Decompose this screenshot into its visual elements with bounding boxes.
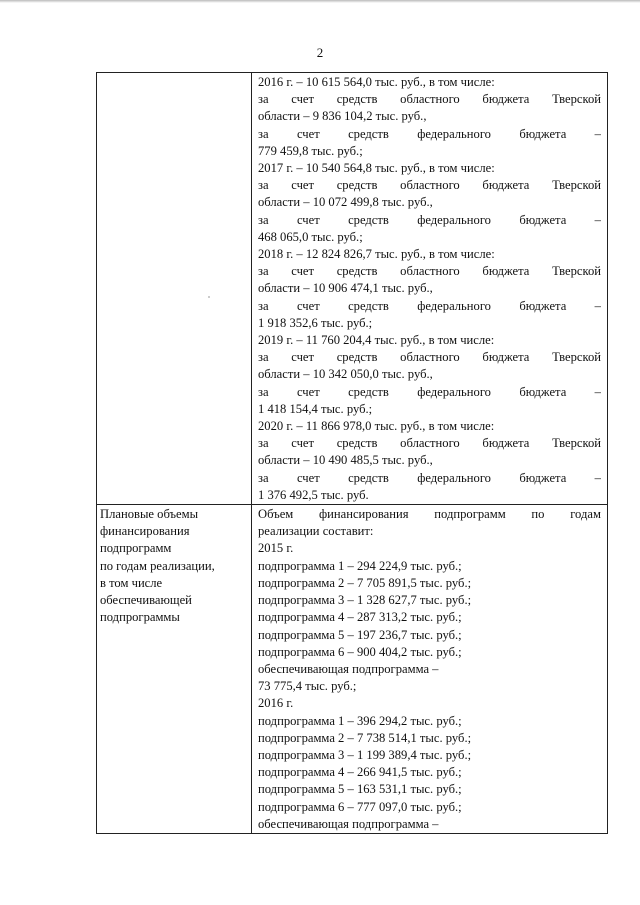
- word: Тверской: [552, 436, 601, 451]
- word: средств: [336, 436, 378, 451]
- word: за: [258, 178, 269, 193]
- row2-label-cell: [97, 505, 252, 834]
- text-line: 779 459,8 тыс. руб.;: [258, 143, 363, 158]
- text-line: области – 10 342 050,0 тыс. руб.,: [258, 367, 433, 382]
- text-line: подпрограмма 6 – 900 404,2 тыс. руб.;: [258, 644, 462, 659]
- word: Тверской: [552, 350, 601, 365]
- text-line: подпрограмма 5 – 197 236,7 тыс. руб.;: [258, 627, 462, 642]
- word: федерального: [417, 384, 491, 399]
- word: счет: [291, 92, 315, 107]
- text-line: [252, 298, 607, 315]
- word: счет: [296, 212, 320, 227]
- text-line: [252, 177, 607, 194]
- word: счет: [296, 384, 320, 399]
- text-line: подпрограмма 1 – 396 294,2 тыс. руб.;: [258, 713, 462, 728]
- word: федерального: [417, 298, 491, 313]
- text-line: 2016 г. – 10 615 564,0 тыс. руб., в том числе:: [258, 75, 495, 89]
- word: за: [258, 350, 269, 365]
- word: счет: [291, 264, 315, 279]
- word: средств: [336, 350, 378, 365]
- word: областного: [400, 350, 460, 365]
- word: средств: [348, 298, 389, 313]
- text-line: подпрограмма 4 – 266 941,5 тыс. руб.;: [258, 765, 462, 780]
- text-line: области – 10 072 499,8 тыс. руб.,: [258, 195, 433, 210]
- word: средств: [348, 126, 389, 141]
- scan-edge: [0, 0, 640, 3]
- word: –: [594, 298, 601, 313]
- word: федерального: [417, 470, 491, 485]
- text-line: подпрограмма 3 – 1 328 627,7 тыс. руб.;: [258, 593, 472, 608]
- word: средств: [336, 178, 378, 193]
- word: за: [258, 436, 269, 451]
- word: за: [258, 126, 269, 141]
- word: бюджета: [482, 264, 530, 279]
- text-line: [252, 126, 607, 143]
- text-line: области – 10 490 485,5 тыс. руб.,: [258, 453, 433, 468]
- label-line: подпрограммы: [100, 610, 180, 625]
- word: Тверской: [552, 264, 601, 279]
- word: –: [594, 384, 601, 399]
- row2-content: [252, 505, 607, 833]
- text-line: подпрограмма 2 – 7 705 891,5 тыс. руб.;: [258, 575, 472, 590]
- word: счет: [296, 470, 320, 485]
- text-line: подпрограмма 3 – 1 199 389,4 тыс. руб.;: [258, 747, 472, 762]
- text-line: обеспечивающая подпрограмма –: [258, 816, 439, 831]
- word: федерального: [417, 126, 491, 141]
- row1-label: [97, 73, 251, 74]
- row1-content: [252, 73, 607, 504]
- word: Тверской: [552, 178, 601, 193]
- word: за: [258, 384, 269, 399]
- label-line: подпрограмм: [100, 541, 172, 556]
- word: бюджета: [482, 350, 530, 365]
- word: годам: [570, 507, 601, 522]
- word: средств: [348, 470, 389, 485]
- word: Тверской: [552, 92, 601, 107]
- text-line: 1 418 154,4 тыс. руб.;: [258, 401, 373, 416]
- text-line: [252, 263, 607, 280]
- word: бюджета: [482, 178, 530, 193]
- word: финансирования: [319, 507, 409, 522]
- text-line: 1 918 352,6 тыс. руб.;: [258, 315, 373, 330]
- word: средств: [336, 92, 378, 107]
- word: бюджета: [482, 436, 530, 451]
- text-line: 1 376 492,5 тыс. руб.: [258, 487, 369, 502]
- word: счет: [296, 126, 320, 141]
- word: по: [531, 507, 545, 522]
- page-number: 2: [316, 45, 324, 60]
- text-line: [252, 435, 607, 452]
- word: за: [258, 212, 269, 227]
- word: –: [594, 212, 601, 227]
- text-line: 73 775,4 тыс. руб.;: [258, 679, 357, 694]
- word: бюджета: [519, 298, 567, 313]
- word: счет: [291, 350, 315, 365]
- row1-content-cell: [252, 73, 608, 505]
- text-line: области – 10 906 474,1 тыс. руб.,: [258, 281, 433, 296]
- passport-table: [96, 72, 608, 834]
- text-line: 2015 г.: [258, 541, 294, 556]
- table-row-planned-volumes: [97, 505, 608, 834]
- word: подпрограмм: [434, 507, 506, 522]
- text-line: обеспечивающая подпрограмма –: [258, 661, 439, 676]
- text-line: 468 065,0 тыс. руб.;: [258, 229, 363, 244]
- word: средств: [348, 212, 389, 227]
- word: бюджета: [519, 384, 567, 399]
- word: за: [258, 470, 269, 485]
- word: федерального: [417, 212, 491, 227]
- label-line: обеспечивающей: [100, 593, 192, 608]
- text-line: реализации составит:: [258, 524, 374, 539]
- text-line: подпрограмма 1 – 294 224,9 тыс. руб.;: [258, 558, 462, 573]
- word: счет: [291, 178, 315, 193]
- text-line: подпрограмма 6 – 777 097,0 тыс. руб.;: [258, 799, 462, 814]
- text-line: подпрограмма 5 – 163 531,1 тыс. руб.;: [258, 782, 462, 797]
- word: областного: [400, 264, 460, 279]
- text-line: [252, 506, 607, 523]
- word: за: [258, 298, 269, 313]
- text-line: [252, 470, 607, 487]
- word: бюджета: [519, 126, 567, 141]
- word: Объем: [258, 507, 294, 522]
- word: счет: [291, 436, 315, 451]
- text-line: 2017 г. – 10 540 564,8 тыс. руб., в том числе:: [258, 161, 495, 176]
- text-line: 2020 г. – 11 866 978,0 тыс. руб., в том числе:: [258, 419, 495, 434]
- row2-content-cell: [252, 505, 608, 834]
- word: средств: [348, 384, 389, 399]
- text-line: области – 9 836 104,2 тыс. руб.,: [258, 109, 427, 124]
- word: областного: [400, 436, 460, 451]
- label-line: финансирования: [100, 524, 190, 539]
- word: областного: [400, 178, 460, 193]
- text-line: 2016 г.: [258, 696, 294, 711]
- word: –: [594, 126, 601, 141]
- word: бюджета: [519, 470, 567, 485]
- text-line: 2019 г. – 11 760 204,4 тыс. руб., в том числе:: [258, 333, 495, 348]
- text-line: [252, 384, 607, 401]
- word: счет: [296, 298, 320, 313]
- word: –: [594, 470, 601, 485]
- label-line: по годам реализации,: [100, 558, 215, 573]
- label-line: в том числе: [100, 575, 163, 590]
- text-line: подпрограмма 4 – 287 313,2 тыс. руб.;: [258, 610, 462, 625]
- word: бюджета: [482, 92, 530, 107]
- word: за: [258, 264, 269, 279]
- text-line: [252, 212, 607, 229]
- row1-label-cell: [97, 73, 252, 505]
- word: областного: [400, 92, 460, 107]
- table-row-financing-by-year: [97, 73, 608, 505]
- text-line: 2018 г. – 12 824 826,7 тыс. руб., в том числе:: [258, 247, 495, 262]
- label-line: Плановые объемы: [100, 507, 199, 522]
- word: бюджета: [519, 212, 567, 227]
- text-line: [252, 349, 607, 366]
- word: средств: [336, 264, 378, 279]
- text-line: [252, 91, 607, 108]
- text-line: подпрограмма 2 – 7 738 514,1 тыс. руб.;: [258, 730, 472, 745]
- word: за: [258, 92, 269, 107]
- row2-label: [97, 505, 251, 626]
